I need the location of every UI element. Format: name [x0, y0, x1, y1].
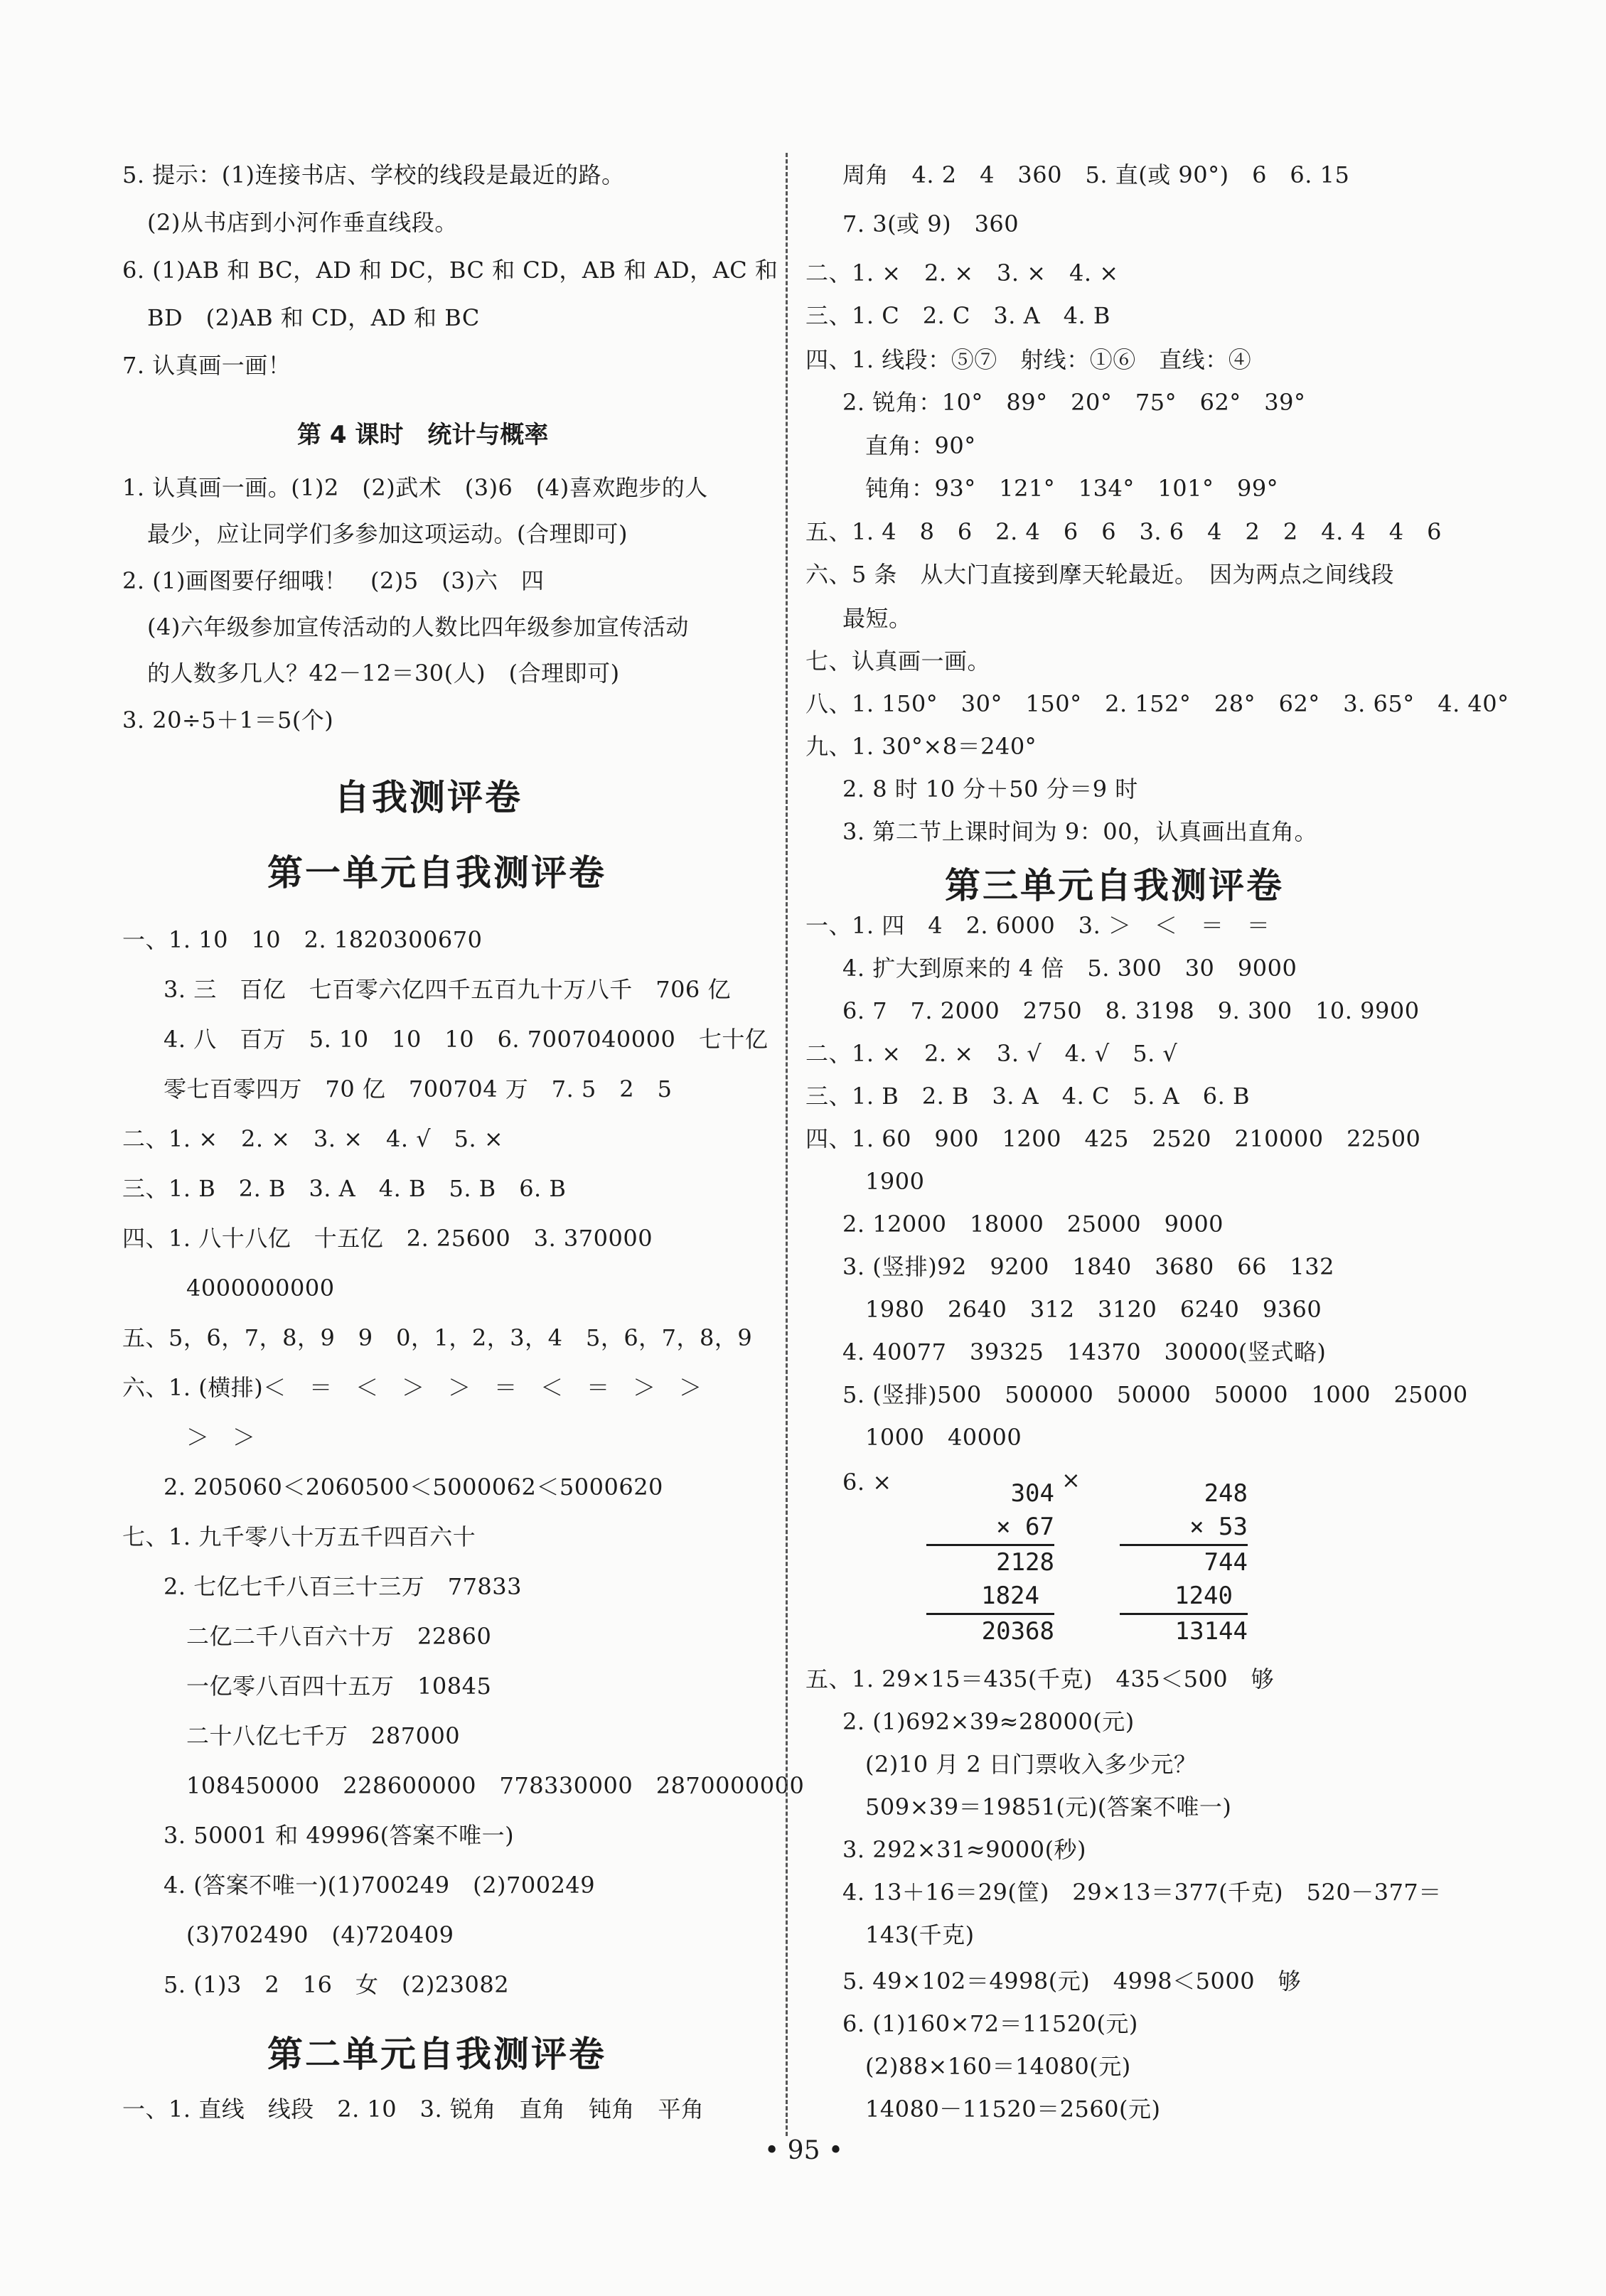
calc-row: 744 — [1204, 1548, 1248, 1577]
calc-row: 304 — [1010, 1479, 1054, 1508]
answer-line: 5. (竖排)500 500000 50000 50000 1000 25000 — [842, 1381, 1468, 1408]
answer-line: 三、1. C 2. C 3. A 4. B — [805, 302, 1110, 329]
answer-line: 六、1. (横排)＜ ＝ ＜ ＞ ＞ ＝ ＜ ＝ ＞ ＞ — [122, 1374, 702, 1401]
answer-line: 3. 三 百亿 七百零六亿四千五百九十万八千 706 亿 — [164, 976, 731, 1003]
answer-line: 6. (1)AB 和 BC，AD 和 DC，BC 和 CD，AB 和 AD，AC 和 — [122, 257, 778, 284]
answer-line: 六、5 条 从大门直接到摩天轮最近。 因为两点之间线段 — [805, 561, 1395, 588]
answer-line: 二十八亿七千万 287000 — [186, 1722, 461, 1749]
answer-line: 2. 205060＜2060500＜5000062＜5000620 — [164, 1474, 663, 1501]
answer-line: 七、1. 九千零八十万五千四百六十 — [122, 1523, 476, 1550]
answer-line: 二、1. × 2. × 3. × 4. √ 5. × — [122, 1125, 504, 1152]
answer-line: 1. 认真画一画。(1)2 (2)武术 (3)6 (4)喜欢跑步的人 — [122, 474, 708, 501]
answer-line: 一亿零八百四十五万 10845 — [186, 1673, 492, 1700]
answer-line: 3. 第二节上课时间为 9：00，认真画出直角。 — [842, 818, 1317, 845]
right-column — [786, 0, 1606, 2296]
answer-line: 一、1. 10 10 2. 1820300670 — [122, 926, 483, 953]
answer-line: 3. 292×31≈9000(秒) — [842, 1836, 1087, 1863]
vertical-multiplication — [1120, 1477, 1248, 1648]
answer-line: 143(千克) — [865, 1921, 975, 1948]
answer-line: 2. 锐角：10° 89° 20° 75° 62° 39° — [842, 389, 1306, 416]
lesson-title: 第 4 课时 统计与概率 — [297, 421, 549, 449]
answer-line: (2)10 月 2 日门票收入多少元？ — [865, 1751, 1197, 1778]
answer-line: 七、认真画一画。 — [805, 648, 991, 675]
answer-line: (4)六年级参加宣传活动的人数比四年级参加宣传活动 — [147, 613, 689, 640]
vertical-multiplication — [926, 1477, 1054, 1648]
answer-line: 三、1. B 2. B 3. A 4. C 5. A 6. B — [805, 1083, 1250, 1110]
answer-line: ＞ ＞ — [186, 1424, 256, 1451]
calc-row: × 67 — [996, 1513, 1054, 1541]
answer-line: 4. (答案不唯一)(1)700249 (2)700249 — [164, 1872, 596, 1899]
page-number: • 95 • — [764, 2136, 844, 2165]
answer-line: 钝角：93° 121° 134° 101° 99° — [865, 475, 1279, 502]
answer-line: BD (2)AB 和 CD，AD 和 BC — [147, 304, 480, 331]
calc-row: 1240 — [1174, 1582, 1233, 1610]
answer-line: 四、1. 线段：⑤⑦ 射线：①⑥ 直线：④ — [805, 346, 1252, 373]
unit2-title: 第二单元自我测评卷 — [267, 2034, 606, 2075]
answer-line: 5. 49×102＝4998(元) 4998＜5000 够 — [842, 1968, 1302, 1995]
answer-line: 周角 4. 2 4 360 5. 直(或 90°) 6 6. 15 — [842, 161, 1350, 188]
answer-line: 最少，应让同学们多参加这项运动。(合理即可) — [147, 520, 628, 547]
answer-line: 4. 八 百万 5. 10 10 10 6. 7007040000 七十亿 — [164, 1026, 769, 1053]
unit3-title: 第三单元自我测评卷 — [945, 865, 1284, 906]
answer-line: 五、1. 29×15＝435(千克) 435＜500 够 — [805, 1665, 1275, 1693]
answer-line: 5. 提示：(1)连接书店、学校的线段是最近的路。 — [122, 161, 625, 188]
answer-line: 五、1. 4 8 6 2. 4 6 6 3. 6 4 2 2 4. 4 4 6 — [805, 518, 1442, 545]
calc-row: 20368 — [981, 1617, 1054, 1646]
calc-row: 2128 — [996, 1548, 1054, 1577]
answer-line: 14080－11520＝2560(元) — [865, 2096, 1161, 2123]
answer-line: 3. 50001 和 49996(答案不唯一) — [164, 1822, 515, 1849]
answer-line: 1000 40000 — [865, 1424, 1022, 1451]
unit1-title: 第一单元自我测评卷 — [267, 852, 606, 894]
answer-line: 7. 3(或 9) 360 — [842, 210, 1019, 237]
answer-line: 6. × — [842, 1469, 892, 1496]
section-title: 自我测评卷 — [334, 777, 523, 818]
answer-line: 二、1. × 2. × 3. × 4. × — [805, 259, 1119, 286]
answer-line: 最短。 — [842, 605, 912, 632]
calc-row: 13144 — [1174, 1617, 1248, 1646]
answer-line: 九、1. 30°×8＝240° — [805, 733, 1037, 760]
answer-line: 二、1. × 2. × 3. √ 4. √ 5. √ — [805, 1040, 1178, 1067]
answer-line: 一、1. 直线 线段 2. 10 3. 锐角 直角 钝角 平角 — [122, 2096, 705, 2123]
answer-line: 八、1. 150° 30° 150° 2. 152° 28° 62° 3. 65° 4. 40° — [805, 690, 1509, 717]
answer-line: 2. 12000 18000 25000 9000 — [842, 1211, 1224, 1238]
calc-row: 1824 — [981, 1582, 1039, 1610]
answer-line: 1980 2640 312 3120 6240 9360 — [865, 1296, 1322, 1323]
answer-line: 108450000 228600000 778330000 2870000000 — [186, 1772, 805, 1799]
answer-line: 四、1. 60 900 1200 425 2520 210000 22500 — [805, 1125, 1421, 1152]
answer-line: 五、5，6，7，8，9 9 0，1，2，3，4 5，6，7，8，9 — [122, 1324, 753, 1351]
answer-line: (2)88×160＝14080(元) — [865, 2053, 1131, 2080]
answer-line: (3)702490 (4)720409 — [186, 1921, 454, 1948]
answer-line: 4. 扩大到原来的 4 倍 5. 300 30 9000 — [842, 955, 1297, 982]
answer-line: 2. 8 时 10 分＋50 分＝9 时 — [842, 776, 1138, 803]
calc-row: 248 — [1204, 1479, 1248, 1508]
answer-line: 二亿二千八百六十万 22860 — [186, 1623, 492, 1650]
answer-line: (2)从书店到小河作垂直线段。 — [147, 209, 458, 236]
answer-line: 6. (1)160×72＝11520(元) — [842, 2010, 1138, 2037]
answer-line: 零七百零四万 70 亿 700704 万 7. 5 2 5 — [164, 1075, 673, 1103]
answer-line: 3. (竖排)92 9200 1840 3680 66 132 — [842, 1253, 1335, 1280]
answer-line: 2. (1)692×39≈28000(元) — [842, 1708, 1135, 1735]
calc-row: × 53 — [1189, 1513, 1248, 1541]
answer-line: 一、1. 四 4 2. 6000 3. ＞ ＜ ＝ ＝ — [805, 912, 1270, 939]
answer-line: 5. (1)3 2 16 女 (2)23082 — [164, 1971, 510, 1998]
answer-line: 2. 七亿七千八百三十三万 77833 — [164, 1573, 523, 1600]
answer-line: 4000000000 — [186, 1275, 335, 1302]
answer-line: 1900 — [865, 1168, 925, 1195]
answer-line: 四、1. 八十八亿 十五亿 2. 25600 3. 370000 — [122, 1225, 653, 1252]
answer-line: 6. 7 7. 2000 2750 8. 3198 9. 300 10. 9900 — [842, 997, 1420, 1024]
answer-line: 4. 13＋16＝29(筐) 29×13＝377(千克) 520－377＝ — [842, 1879, 1442, 1906]
answer-line: 509×39＝19851(元)(答案不唯一) — [865, 1793, 1232, 1820]
answer-line: 直角：90° — [865, 432, 976, 459]
answer-line: 3. 20÷5＋1＝5(个) — [122, 707, 334, 734]
answer-line: 4. 40077 39325 14370 30000(竖式略) — [842, 1339, 1327, 1366]
answer-line: × — [1061, 1466, 1081, 1493]
answer-line: 2. (1)画图要仔细哦！ (2)5 (3)六 四 — [122, 567, 545, 594]
answer-line: 的人数多几人？42－12＝30(人) (合理即可) — [147, 660, 620, 687]
answer-line: 7. 认真画一画！ — [122, 352, 291, 379]
answer-line: 三、1. B 2. B 3. A 4. B 5. B 6. B — [122, 1175, 567, 1202]
